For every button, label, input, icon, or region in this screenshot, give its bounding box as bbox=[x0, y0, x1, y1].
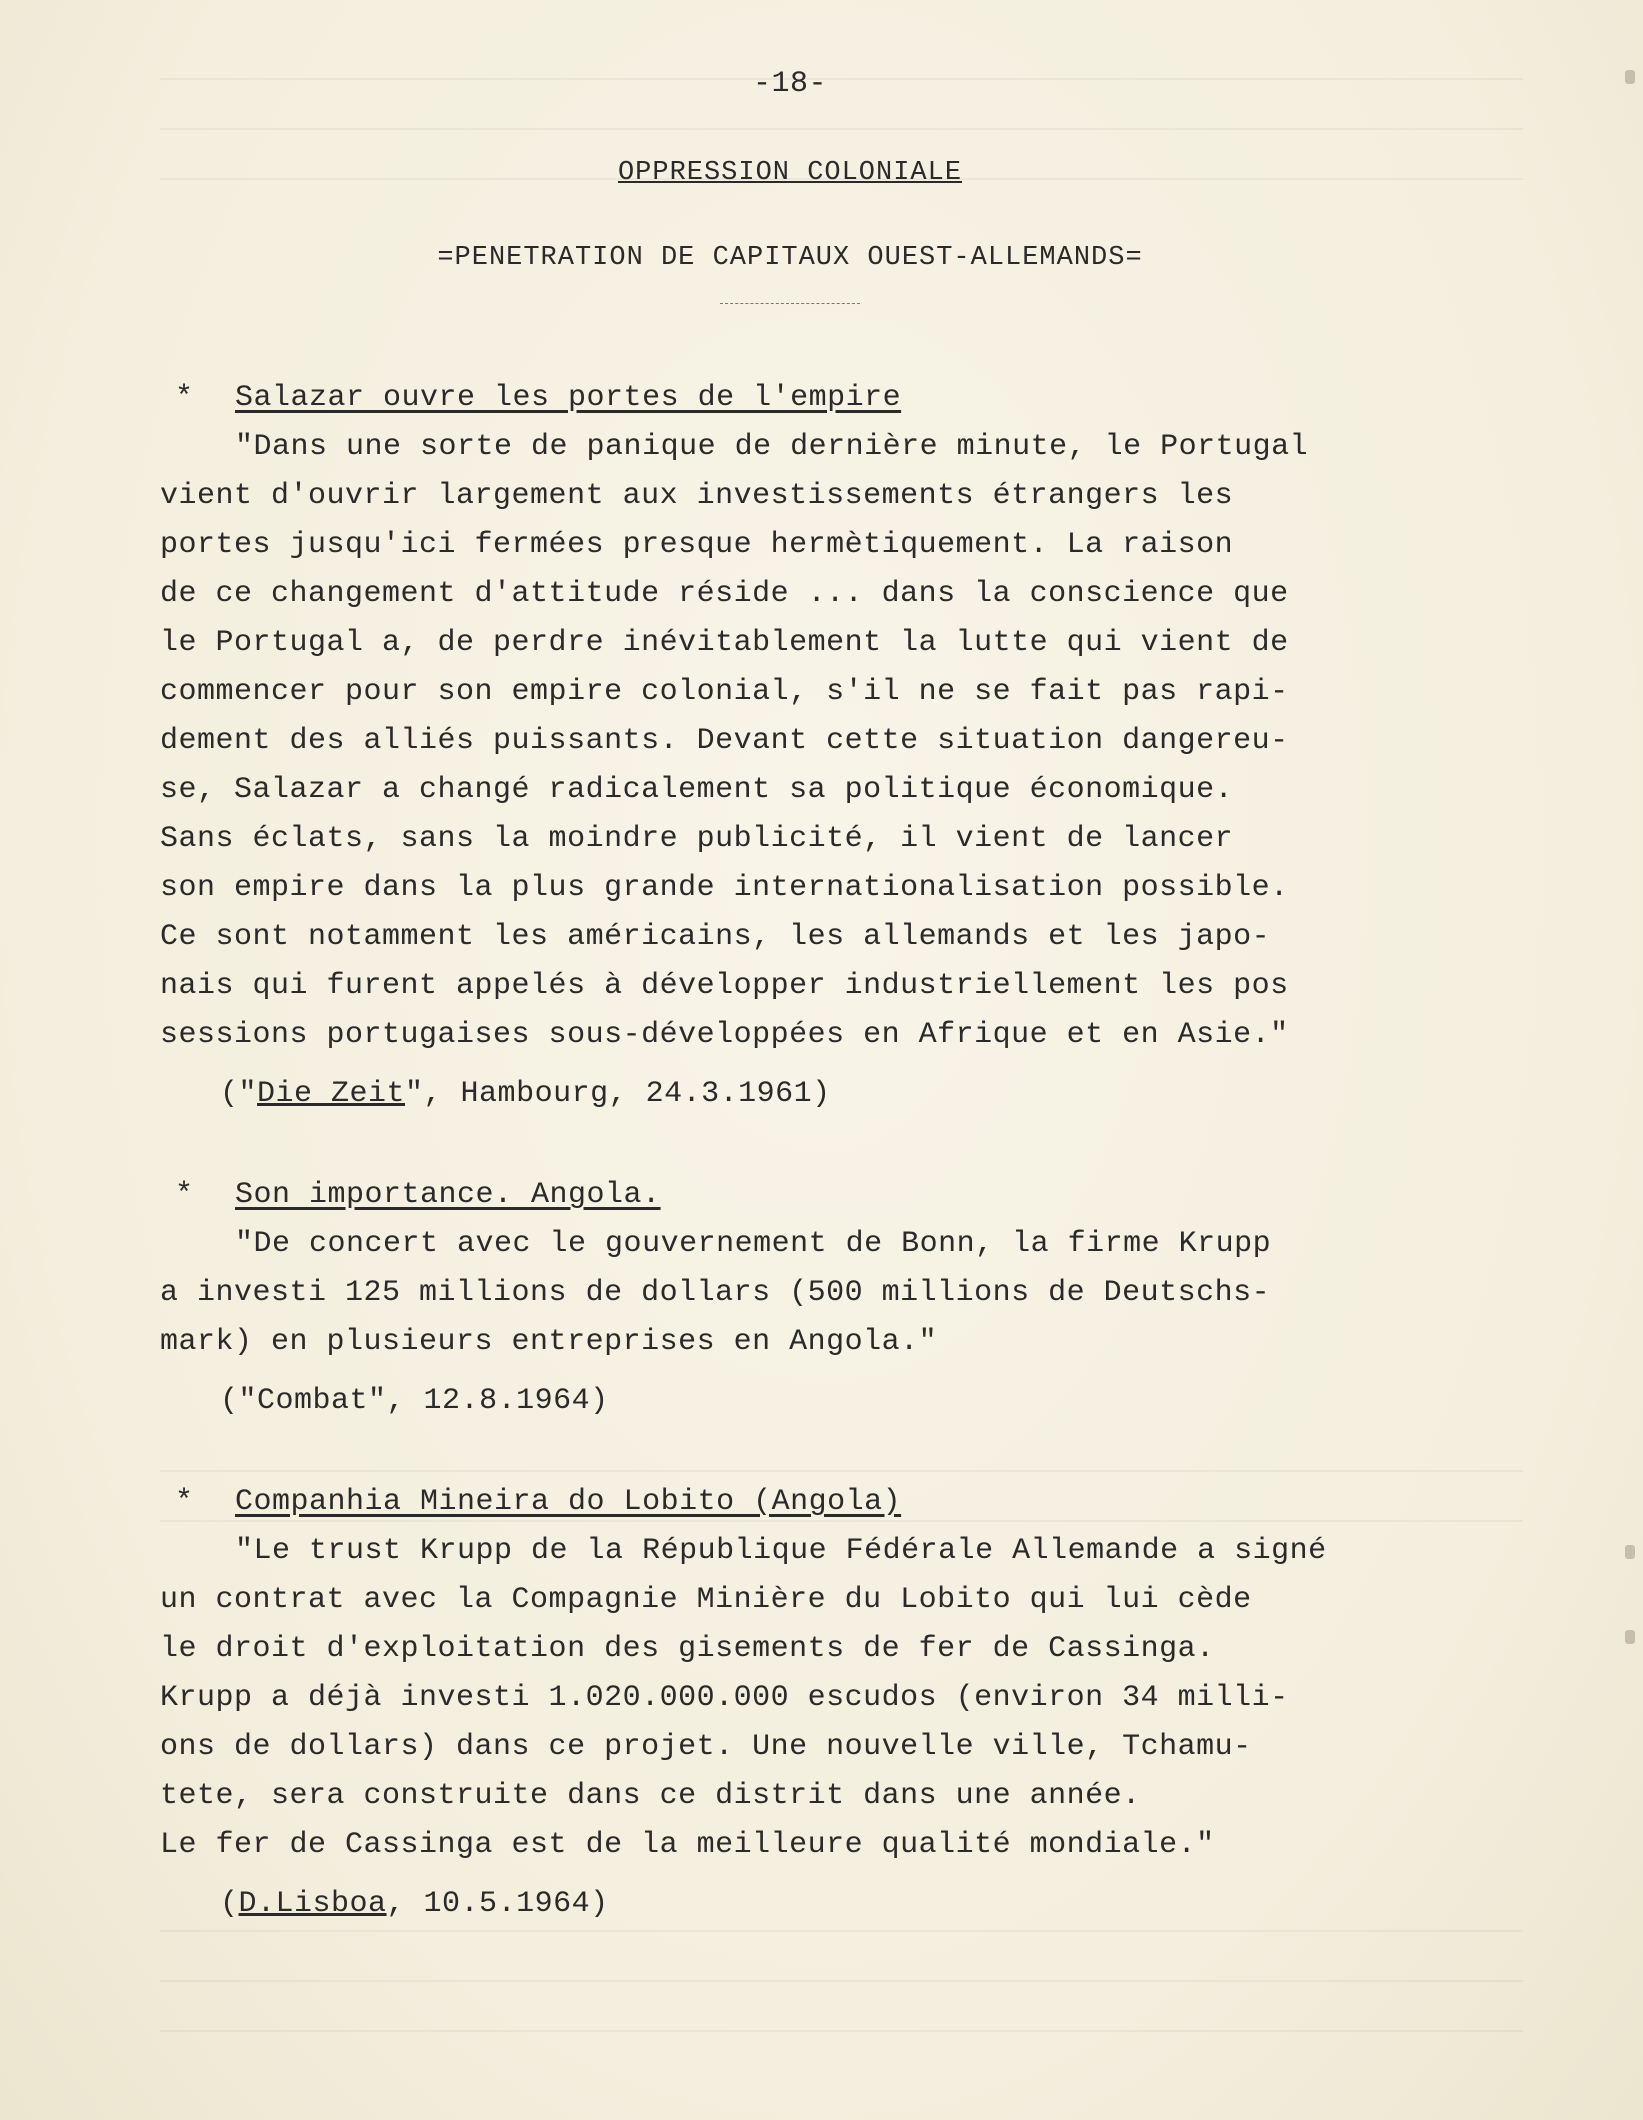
source-citation bbox=[220, 1377, 1420, 1426]
quote-block bbox=[160, 1220, 1420, 1367]
section-salazar bbox=[160, 374, 1420, 1119]
quote-line: sessions portugaises sous-développées en Afrique et en Asie." bbox=[160, 1018, 1289, 1052]
quote-line: Sans éclats, sans la moindre publicité, il vient de lancer bbox=[160, 822, 1234, 856]
source-prefix: (" bbox=[220, 1077, 258, 1111]
quote-line: Ce sont notamment les américains, les allemands et les japo- bbox=[160, 920, 1271, 954]
heading-text: Son importance. Angola. bbox=[235, 1178, 661, 1212]
paper-edge-mark bbox=[1625, 70, 1635, 84]
paper-edge-mark bbox=[1625, 1630, 1635, 1644]
quote-line: Le fer de Cassinga est de la meilleure qualité mondiale." bbox=[160, 1828, 1215, 1862]
source-name: Die Zeit bbox=[257, 1077, 406, 1111]
quote-line: dement des alliés puissants. Devant cette situation dangereu- bbox=[160, 724, 1289, 758]
source-citation bbox=[220, 1880, 1420, 1929]
source-suffix: , 10.5.1964) bbox=[386, 1887, 609, 1921]
page-number: -18- bbox=[752, 67, 827, 101]
heading-text: Companhia Mineira do Lobito (Angola) bbox=[235, 1485, 902, 1519]
source-name: D.Lisboa bbox=[238, 1887, 387, 1921]
section-lobito bbox=[160, 1478, 1420, 1929]
section-heading bbox=[160, 1171, 1420, 1220]
quote-block bbox=[160, 423, 1420, 1060]
quote-line: commencer pour son empire colonial, s'il ne se fait pas rapi- bbox=[160, 675, 1289, 709]
source-suffix: ", Hambourg, 24.3.1961) bbox=[405, 1077, 831, 1111]
quote-line: un contrat avec la Compagnie Minière du Lobito qui lui cède bbox=[160, 1583, 1252, 1617]
document-body bbox=[160, 60, 1420, 1981]
quote-line: le Portugal a, de perdre inévitablement la lutte qui vient de bbox=[160, 626, 1289, 660]
source-suffix: ", 12.8.1964) bbox=[368, 1384, 609, 1418]
quote-line: a investi 125 millions de dollars (500 millions de Deutschs- bbox=[160, 1276, 1271, 1310]
quote-line: "Dans une sorte de panique de dernière minute, le Portugal bbox=[235, 430, 1309, 464]
quote-block bbox=[160, 1527, 1420, 1870]
section-angola bbox=[160, 1171, 1420, 1426]
subtitle-rule bbox=[720, 303, 860, 304]
quote-line: se, Salazar a changé radicalement sa politique économique. bbox=[160, 773, 1234, 807]
quote-line: de ce changement d'attitude réside ... dans la conscience que bbox=[160, 577, 1289, 611]
bleed-through-line bbox=[160, 2030, 1523, 2032]
heading-text: Salazar ouvre les portes de l'empire bbox=[235, 381, 902, 415]
source-prefix: ( bbox=[220, 1887, 239, 1921]
quote-line: portes jusqu'ici fermées presque hermètiquement. La raison bbox=[160, 528, 1234, 562]
section-heading bbox=[160, 374, 1420, 423]
quote-line: vient d'ouvrir largement aux investissements étrangers les bbox=[160, 479, 1234, 513]
quote-line: "De concert avec le gouvernement de Bonn, la firme Krupp bbox=[235, 1227, 1272, 1261]
quote-line: mark) en plusieurs entreprises en Angola." bbox=[160, 1325, 938, 1359]
section-heading bbox=[160, 1478, 1420, 1527]
source-prefix: (" bbox=[220, 1384, 258, 1418]
paper-edge-mark bbox=[1625, 1545, 1635, 1559]
bullet-asterisk: * bbox=[175, 381, 194, 415]
quote-line: Krupp a déjà investi 1.020.000.000 escudos (environ 34 milli- bbox=[160, 1681, 1289, 1715]
quote-line: "Le trust Krupp de la République Fédérale Allemande a signé bbox=[235, 1534, 1327, 1568]
source-name: Combat bbox=[257, 1384, 369, 1418]
quote-line: tete, sera construite dans ce distrit dans une année. bbox=[160, 1779, 1141, 1813]
source-citation bbox=[220, 1070, 1420, 1119]
quote-line: le droit d'exploitation des gisements de fer de Cassinga. bbox=[160, 1632, 1215, 1666]
bullet-asterisk: * bbox=[175, 1485, 194, 1519]
bullet-asterisk: * bbox=[175, 1178, 194, 1212]
document-subtitle: =PENETRATION DE CAPITAUX OUEST-ALLEMANDS= bbox=[437, 243, 1143, 273]
quote-line: nais qui furent appelés à développer industriellement les pos bbox=[160, 969, 1289, 1003]
quote-line: ons de dollars) dans ce projet. Une nouvelle ville, Tchamu- bbox=[160, 1730, 1252, 1764]
document-title: OPPRESSION COLONIALE bbox=[617, 158, 963, 188]
quote-line: son empire dans la plus grande internationalisation possible. bbox=[160, 871, 1289, 905]
